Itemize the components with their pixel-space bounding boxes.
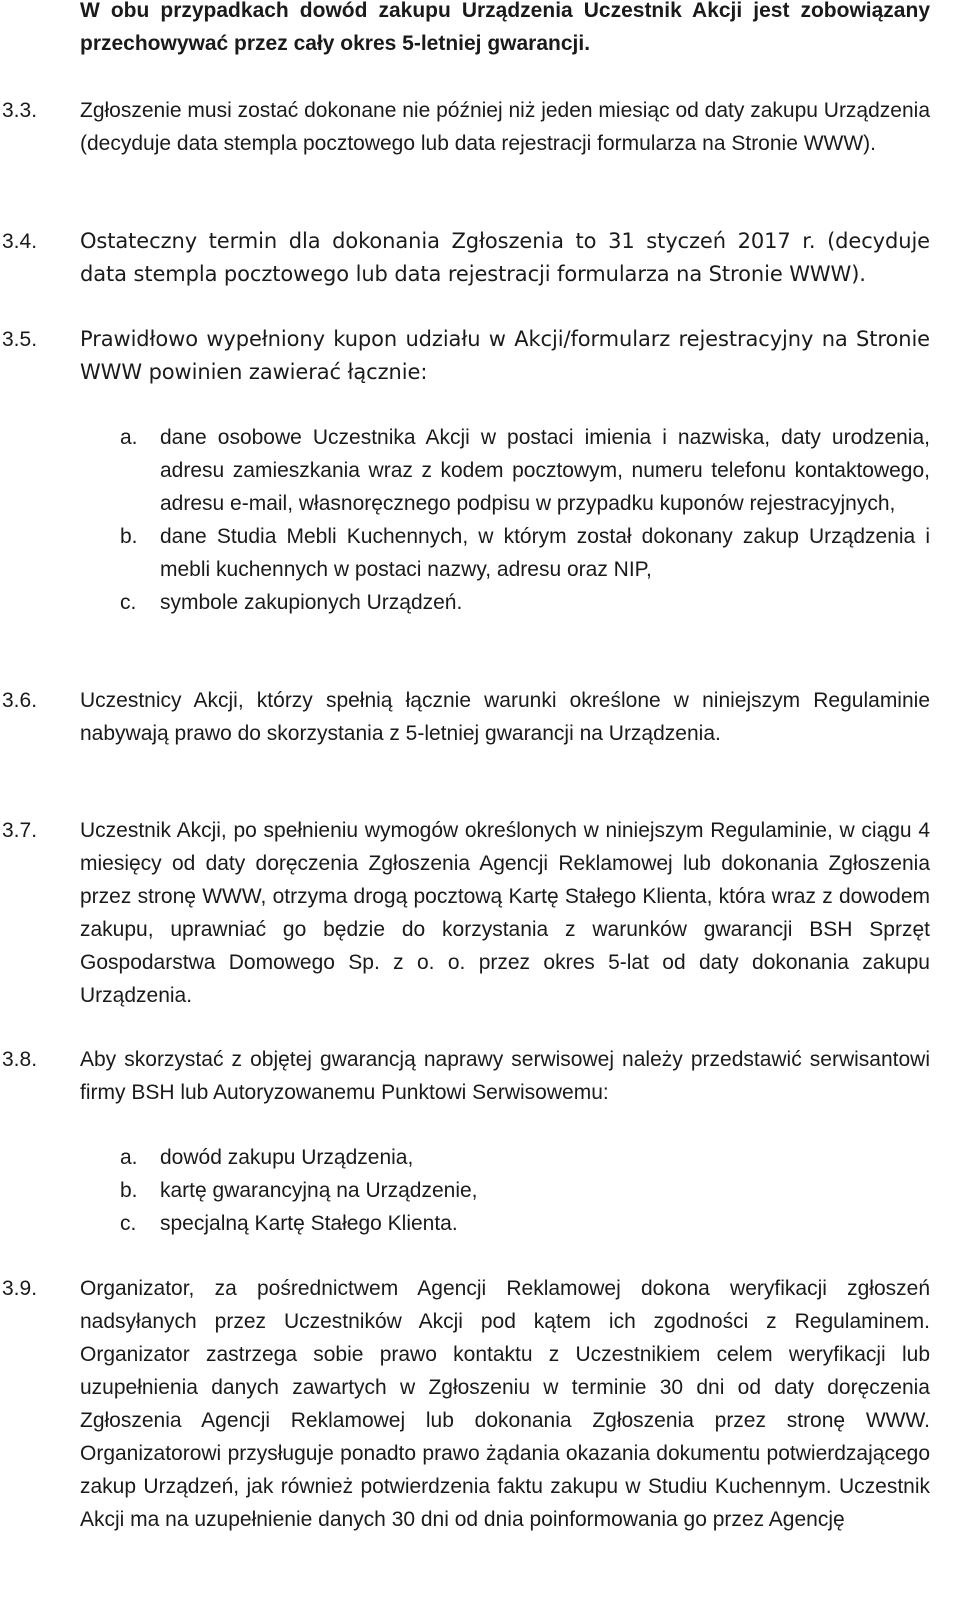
section-text: Prawidłowo wypełniony kupon udziału w Akcji/formularz rejestracyjny na Stronie WWW powinien zawierać łącznie:	[80, 327, 930, 384]
list-item-text: dane osobowe Uczestnika Akcji w postaci imienia i nazwiska, daty urodzenia, adresu zamieszkania wraz z kodem pocztowym, numeru telefonu kontaktowego, adresu e-mail, własnoręcznego podpisu w przypadku kuponów rejestracyjnych,	[160, 426, 930, 515]
section-number: 3.4.	[2, 230, 38, 253]
list-item-letter: c.	[120, 1212, 137, 1235]
list-item-letter: b.	[120, 1179, 138, 1202]
list-item-text: dane Studia Mebli Kuchennych, w którym został dokonany zakup Urządzenia i mebli kuchennych w postaci nazwy, adresu oraz NIP,	[160, 525, 930, 581]
list-item	[120, 1141, 930, 1174]
intro-paragraph: W obu przypadkach dowód zakupu Urządzenia Uczestnik Akcji jest zobowiązany przechowywać przez cały okres 5-letniej gwarancji.	[80, 0, 930, 55]
section-3-5-list	[120, 421, 930, 619]
section-number: 3.5.	[2, 328, 38, 351]
section-text: Uczestnik Akcji, po spełnieniu wymogów określonych w niniejszym Regulaminie, w ciągu 4 miesięcy od daty doręczenia Zgłoszenia Agencji Reklamowej lub dokonania Zgłoszenia przez stronę WWW, otrzyma drogą pocztową Kartę Stałego Klienta, która wraz z dowodem zakupu, uprawniać go będzie do korzystania z warunków gwarancji BSH Sprzęt Gospodarstwa Domowego Sp. z o. o. przez okres 5-lat od daty dokonania zakupu Urządzenia.	[80, 819, 930, 1007]
list-item-letter: a.	[120, 426, 138, 449]
section-text: Zgłoszenie musi zostać dokonane nie później niż jeden miesiąc od daty zakupu Urządzenia (decyduje data stempla pocztowego lub data rejestracji formularza na Stronie WWW).	[80, 99, 930, 155]
list-item-letter: b.	[120, 525, 138, 548]
list-item	[120, 421, 930, 520]
section-number: 3.7.	[2, 819, 38, 842]
section-number: 3.3.	[2, 99, 38, 122]
section-3-8-list	[120, 1141, 930, 1240]
list-item-text: symbole zakupionych Urządzeń.	[160, 591, 463, 614]
list-item-text: specjalną Kartę Stałego Klienta.	[160, 1212, 458, 1235]
list-item-letter: c.	[120, 591, 137, 614]
list-item-letter: a.	[120, 1146, 138, 1169]
list-item-text: kartę gwarancyjną na Urządzenie,	[160, 1179, 478, 1202]
section-number: 3.9.	[2, 1277, 38, 1300]
list-item	[120, 520, 930, 586]
list-item	[120, 586, 930, 619]
section-text: Aby skorzystać z objętej gwarancją naprawy serwisowej należy przedstawić serwisantowi firmy BSH lub Autoryzowanemu Punktowi Serwisowemu:	[80, 1048, 930, 1104]
list-item	[120, 1174, 930, 1207]
section-text: Ostateczny termin dla dokonania Zgłoszenia to 31 styczeń 2017 r. (decyduje data stempla pocztowego lub data rejestracji formularza na Stronie WWW).	[80, 229, 930, 286]
section-number: 3.8.	[2, 1048, 38, 1071]
section-text: Uczestnicy Akcji, którzy spełnią łącznie warunki określone w niniejszym Regulaminie nabywają prawo do skorzystania z 5-letniej gwarancji na Urządzenia.	[80, 689, 930, 745]
section-number: 3.6.	[2, 689, 38, 712]
list-item	[120, 1207, 930, 1240]
list-item-text: dowód zakupu Urządzenia,	[160, 1146, 414, 1169]
section-text: Organizator, za pośrednictwem Agencji Reklamowej dokona weryfikacji zgłoszeń nadsyłanych przez Uczestników Akcji pod kątem ich zgodności z Regulaminem. Organizator zastrzega sobie prawo kontaktu z Uczestnikiem celem weryfikacji lub uzupełnienia danych zawartych w Zgłoszeniu w terminie 30 dni od daty doręczenia Zgłoszenia Agencji Reklamowej lub dokonania Zgłoszenia przez stronę WWW. Organizatorowi przysługuje ponadto prawo żądania okazania dokumentu potwierdzającego zakup Urządzeń, jak również potwierdzenia faktu zakupu w Studiu Kuchennym. Uczestnik Akcji ma na uzupełnienie danych 30 dni od dnia poinformowania go przez Agencję	[80, 1277, 930, 1531]
